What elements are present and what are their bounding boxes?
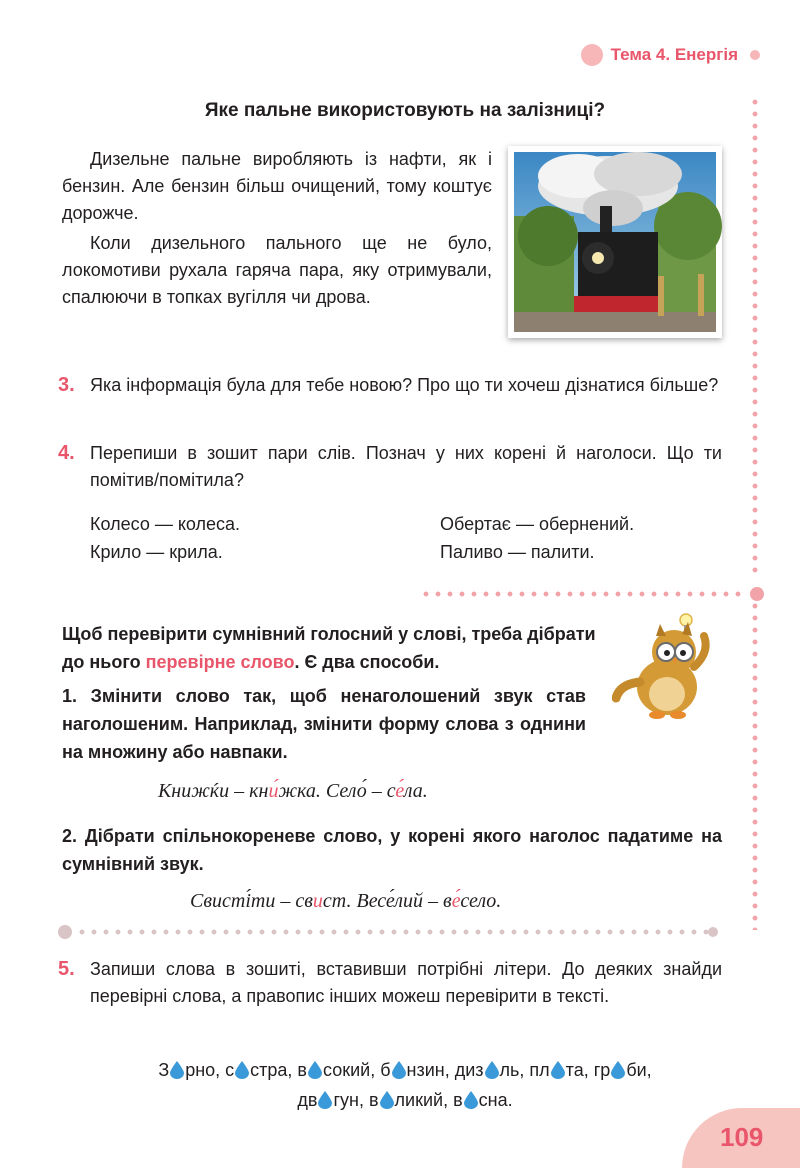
task-5 <box>58 956 722 1010</box>
water-drop-icon <box>318 1091 332 1109</box>
example-1-b-highlight: е́ <box>395 780 404 802</box>
separator-end-dot-2 <box>708 927 718 937</box>
page-number: 109 <box>720 1122 764 1152</box>
example-2 <box>190 890 501 913</box>
example-2-a: Свисті́ти – св <box>190 890 313 912</box>
water-drop-icon <box>551 1061 565 1079</box>
word-fragment: ликий, в <box>394 1090 463 1110</box>
task-3-text: Яка інформація була для тебе новою? Про що ти хочеш дізнатися більше? <box>90 375 719 395</box>
word-fragment: дв <box>297 1090 318 1110</box>
word-fragment: би, <box>626 1060 652 1080</box>
right-dotted-border <box>752 96 758 576</box>
task-4-number: 4. <box>58 442 75 464</box>
separator-start-dot <box>58 925 72 939</box>
paragraph-2-text: Коли дизельного пального ще не було, локомотиви рухала гаряча пара, яку отримували, спалюючи в топках вугілля чи дрова. <box>62 233 492 307</box>
word-fragment: нзин, диз <box>406 1060 484 1080</box>
topic-dot-small-icon <box>750 50 760 60</box>
water-drop-icon <box>392 1061 406 1079</box>
rule-method-2: 2. Дібрати спільнокореневе слово, у корені якого наголос падатиме на сумнівний звук. <box>62 826 722 874</box>
rule-intro-part1: Щоб перевірити сумнівний голосний у слові, треба дібрати до нього <box>62 624 596 672</box>
page-number-badge <box>682 1108 800 1168</box>
example-1-a-highlight: и́ <box>268 780 279 802</box>
word-fragment: ль, пл <box>499 1060 550 1080</box>
water-drop-icon <box>308 1061 322 1079</box>
example-2-b-highlight: е́ <box>451 890 461 912</box>
task-4-text: Перепиши в зошит пари слів. Познач у них корені й наголоси. Що ти помітив/помітила? <box>90 443 722 490</box>
separator-dots-2 <box>76 928 710 936</box>
task-3-number: 3. <box>58 374 75 396</box>
word-fragment: сна. <box>478 1090 513 1110</box>
fill-in-line-2 <box>100 1086 710 1114</box>
word-pair: Крило — крила. <box>90 542 223 562</box>
word-fragment: рно, с <box>185 1060 235 1080</box>
separator-dots-1 <box>420 590 746 598</box>
water-drop-icon <box>235 1061 249 1079</box>
water-drop-icon <box>485 1061 499 1079</box>
word-fragment: стра, в <box>250 1060 307 1080</box>
word-pair: Паливо — палити. <box>440 542 595 562</box>
locomotive-image-icon <box>508 146 722 338</box>
example-2-a-highlight: и <box>312 890 323 912</box>
task-4 <box>58 440 722 494</box>
paragraph-2 <box>62 230 492 311</box>
example-1 <box>158 780 428 803</box>
example-1-a: Книжќи – кн <box>158 780 269 802</box>
task-5-number: 5. <box>58 958 75 980</box>
topic-header <box>581 44 760 66</box>
fill-in-line-1 <box>100 1056 710 1084</box>
separator-end-dot <box>750 587 764 601</box>
example-1-c: ла. <box>403 780 428 802</box>
rule-intro-part2: . Є два способи. <box>294 652 440 672</box>
topic-title: Тема 4. Енергія <box>610 45 738 64</box>
task-5-text: Запиши слова в зошиті, вставивши потрібні літери. До деяких знайди перевірні слова, а правопис інших можеш перевірити в тексті. <box>90 959 722 1006</box>
word-pairs-right <box>440 510 634 566</box>
word-pairs-left <box>90 510 240 566</box>
word-fragment: сокий, б <box>323 1060 391 1080</box>
example-1-b: жка. Село́ – с <box>278 780 396 802</box>
owl-icon <box>612 612 722 722</box>
paragraph-1 <box>62 146 492 227</box>
word-fragment: та, гр <box>565 1060 611 1080</box>
section-title: Яке пальне використовують на залізниці? <box>204 100 606 121</box>
steam-locomotive-photo <box>508 146 722 338</box>
paragraph-1-text: Дизельне пальне виробляють із нафти, як і бензин. Але бензин більш очищений, тому коштує дорожче. <box>62 149 492 223</box>
word-pair: Колесо — колеса. <box>90 514 241 534</box>
topic-dot-icon <box>581 44 603 66</box>
water-drop-icon <box>380 1091 394 1109</box>
rule-highlight: перевірне слово <box>145 652 295 672</box>
water-drop-icon <box>170 1061 184 1079</box>
rule-method-1: 1. Змінити слово так, щоб ненаголошений звук став наголошеним. Наприклад, змінити форму слова з однини на множину або навпаки. <box>62 686 586 762</box>
owl-illustration <box>612 612 722 722</box>
word-fragment: З <box>158 1060 170 1080</box>
rule-intro <box>62 620 602 676</box>
word-pair: Обертає — обернений. <box>440 514 635 534</box>
example-2-c: село. <box>460 890 502 912</box>
word-fragment: гун, в <box>333 1090 379 1110</box>
water-drop-icon <box>611 1061 625 1079</box>
example-2-b: ст. Весе́лий – в <box>322 890 452 912</box>
water-drop-icon <box>464 1091 478 1109</box>
right-dotted-border-lower <box>752 600 758 930</box>
task-3 <box>58 372 722 399</box>
